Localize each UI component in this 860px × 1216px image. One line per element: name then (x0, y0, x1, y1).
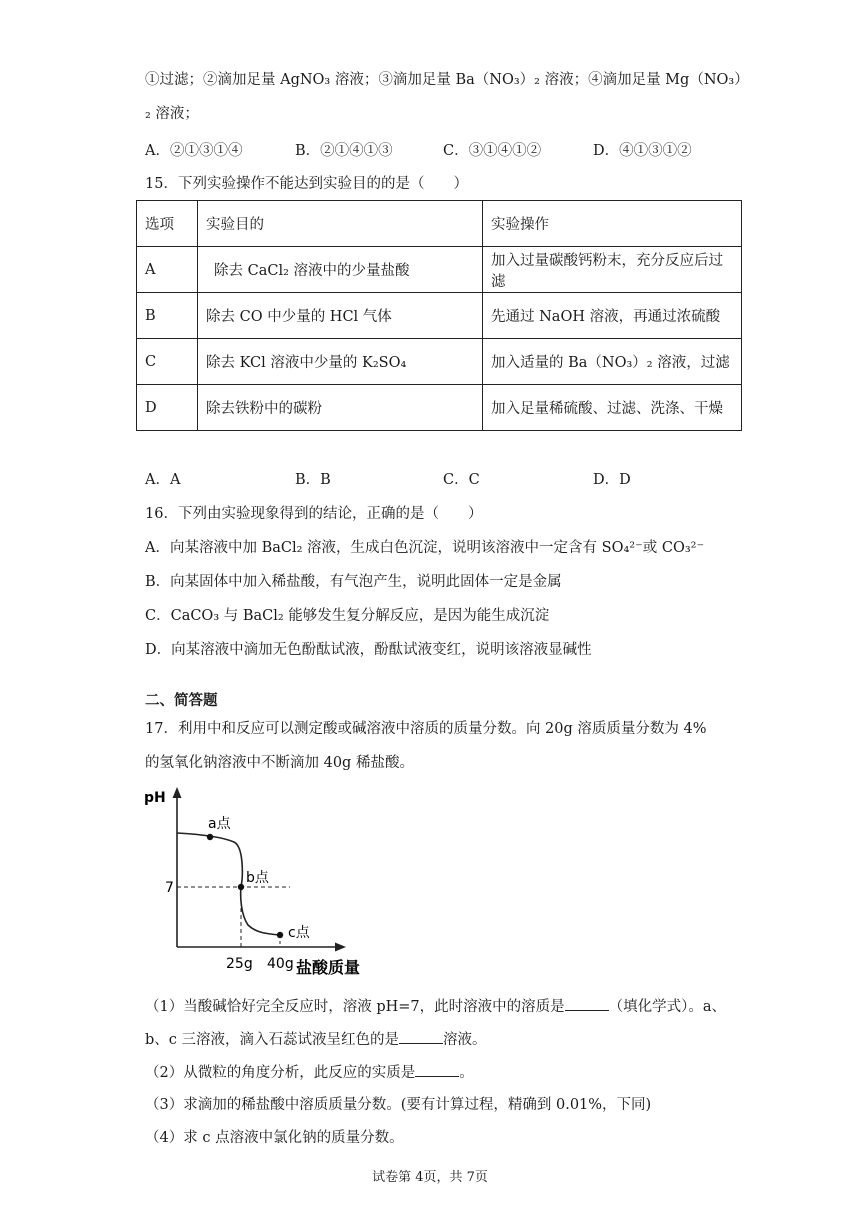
answer-blank[interactable] (565, 996, 609, 1011)
q17-sub1-text-c: b、c 三溶液，滴入石蕊试液呈红色的是 (145, 1032, 400, 1048)
point-b-label: b点 (246, 870, 269, 886)
point-a-label: a点 (208, 816, 231, 832)
q16-option-d: D．向某溶液中滴加无色酚酞试液，酚酞试液变红，说明该溶液显碱性 (145, 642, 592, 658)
x-axis-arrow (335, 943, 346, 952)
table-row (137, 385, 742, 431)
q16-option-b: B．向某固体中加入稀盐酸，有气泡产生，说明此固体一定是金属 (145, 574, 562, 590)
q16-stem: 16．下列由实验现象得到的结论，正确的是（ ） (145, 506, 483, 522)
table-cell: 除去 KCl 溶液中少量的 K₂SO₄ (198, 339, 483, 385)
q15-option-c: C．C (443, 472, 480, 488)
q16-option-a: A．向某溶液中加 BaCl₂ 溶液，生成白色沉淀，说明该溶液中一定含有 SO₄²⁻或 CO₃²⁻ (145, 540, 705, 556)
q17-sub3: （3）求滴加的稀盐酸中溶质质量分数。(要有计算过程，精确到 0.01%，下同) (145, 1097, 652, 1113)
q14-option-b: B．②①④①③ (295, 143, 393, 159)
table-cell: 除去 CaCl₂ 溶液中的少量盐酸 (198, 247, 483, 293)
ph-curve-graph (140, 785, 380, 980)
table-cell: 加入足量稀硫酸、过滤、洗涤、干燥 (483, 385, 742, 431)
q15-stem: 15．下列实验操作不能达到实验目的的是（ ） (145, 176, 468, 192)
q17-sub1-text-a: （1）当酸碱恰好完全反应时，溶液 pH=7，此时溶液中的溶质是 (145, 999, 565, 1015)
q17-stem-line2: 的氢氧化钠溶液中不断滴加 40g 稀盐酸。 (145, 755, 414, 771)
q14-steps-line2: ₂ 溶液； (145, 106, 199, 122)
q14-steps-line1: ①过滤；②滴加足量 AgNO₃ 溶液；③滴加足量 Ba（NO₃）₂ 溶液；④滴加足量 Mg（NO₃） (145, 72, 749, 88)
q17-sub4: （4）求 c 点溶液中氯化钠的质量分数。 (145, 1130, 404, 1146)
table-cell: 除去 CO 中少量的 HCl 气体 (198, 293, 483, 339)
point-b (238, 884, 244, 890)
table-cell: 加入适量的 Ba（NO₃）₂ 溶液，过滤 (483, 339, 742, 385)
x-axis-label: 盐酸质量 (296, 958, 361, 977)
table-row (137, 247, 742, 293)
q17-sub1-line2 (145, 1029, 487, 1050)
q17-sub2 (145, 1062, 474, 1083)
y-axis-label: pH (144, 790, 166, 806)
y-axis-arrow (173, 787, 182, 798)
q17-sub1-text-d: 溶液。 (443, 1032, 487, 1048)
q14-option-c: C．③①④①② (443, 143, 542, 159)
table-row (137, 339, 742, 385)
q16-option-c: C．CaCO₃ 与 BaCl₂ 能够发生复分解反应，是因为能生成沉淀 (145, 608, 550, 624)
q15-table (136, 200, 742, 431)
table-cell: 除去铁粉中的碳粉 (198, 385, 483, 431)
q15-option-d: D．D (593, 472, 631, 488)
q15-option-b: B．B (295, 472, 331, 488)
section-heading: 二、简答题 (145, 692, 218, 709)
x-tick-40g: 40g (267, 956, 294, 972)
q17-stem-line1: 17．利用中和反应可以测定酸或碱溶液中溶质的质量分数。向 20g 溶质质量分数为 4% (145, 721, 707, 737)
table-cell: 先通过 NaOH 溶液，再通过浓硫酸 (483, 293, 742, 339)
x-tick-25g: 25g (226, 956, 253, 972)
table-cell: B (137, 293, 198, 339)
q15-option-a: A．A (145, 472, 181, 488)
table-header-cell: 实验目的 (198, 201, 483, 247)
table-header-cell: 实验操作 (483, 201, 742, 247)
q17-sub1-text-b: （填化学式）。a、 (608, 999, 727, 1015)
q17-sub2-text-a: （2）从微粒的角度分析，此反应的实质是 (145, 1065, 416, 1081)
q17-sub1-line1 (145, 996, 726, 1017)
point-a (207, 834, 213, 840)
answer-blank[interactable] (399, 1029, 443, 1044)
q17-sub2-text-b: 。 (459, 1065, 474, 1081)
table-cell: 加入过量碳酸钙粉末，充分反应后过滤 (483, 247, 742, 293)
point-c-label: c点 (288, 925, 310, 941)
table-header-row (137, 201, 742, 247)
q14-option-d: D．④①③①② (593, 143, 692, 159)
y-tick-7: 7 (165, 880, 174, 896)
table-cell: A (137, 247, 198, 293)
point-c (277, 932, 283, 938)
table-cell: D (137, 385, 198, 431)
table-cell: C (137, 339, 198, 385)
answer-blank[interactable] (415, 1062, 459, 1077)
page-footer: 试卷第 4页，共 7页 (372, 1170, 488, 1185)
q14-option-a: A．②①③①④ (145, 143, 243, 159)
table-header-cell: 选项 (137, 201, 198, 247)
table-row (137, 293, 742, 339)
